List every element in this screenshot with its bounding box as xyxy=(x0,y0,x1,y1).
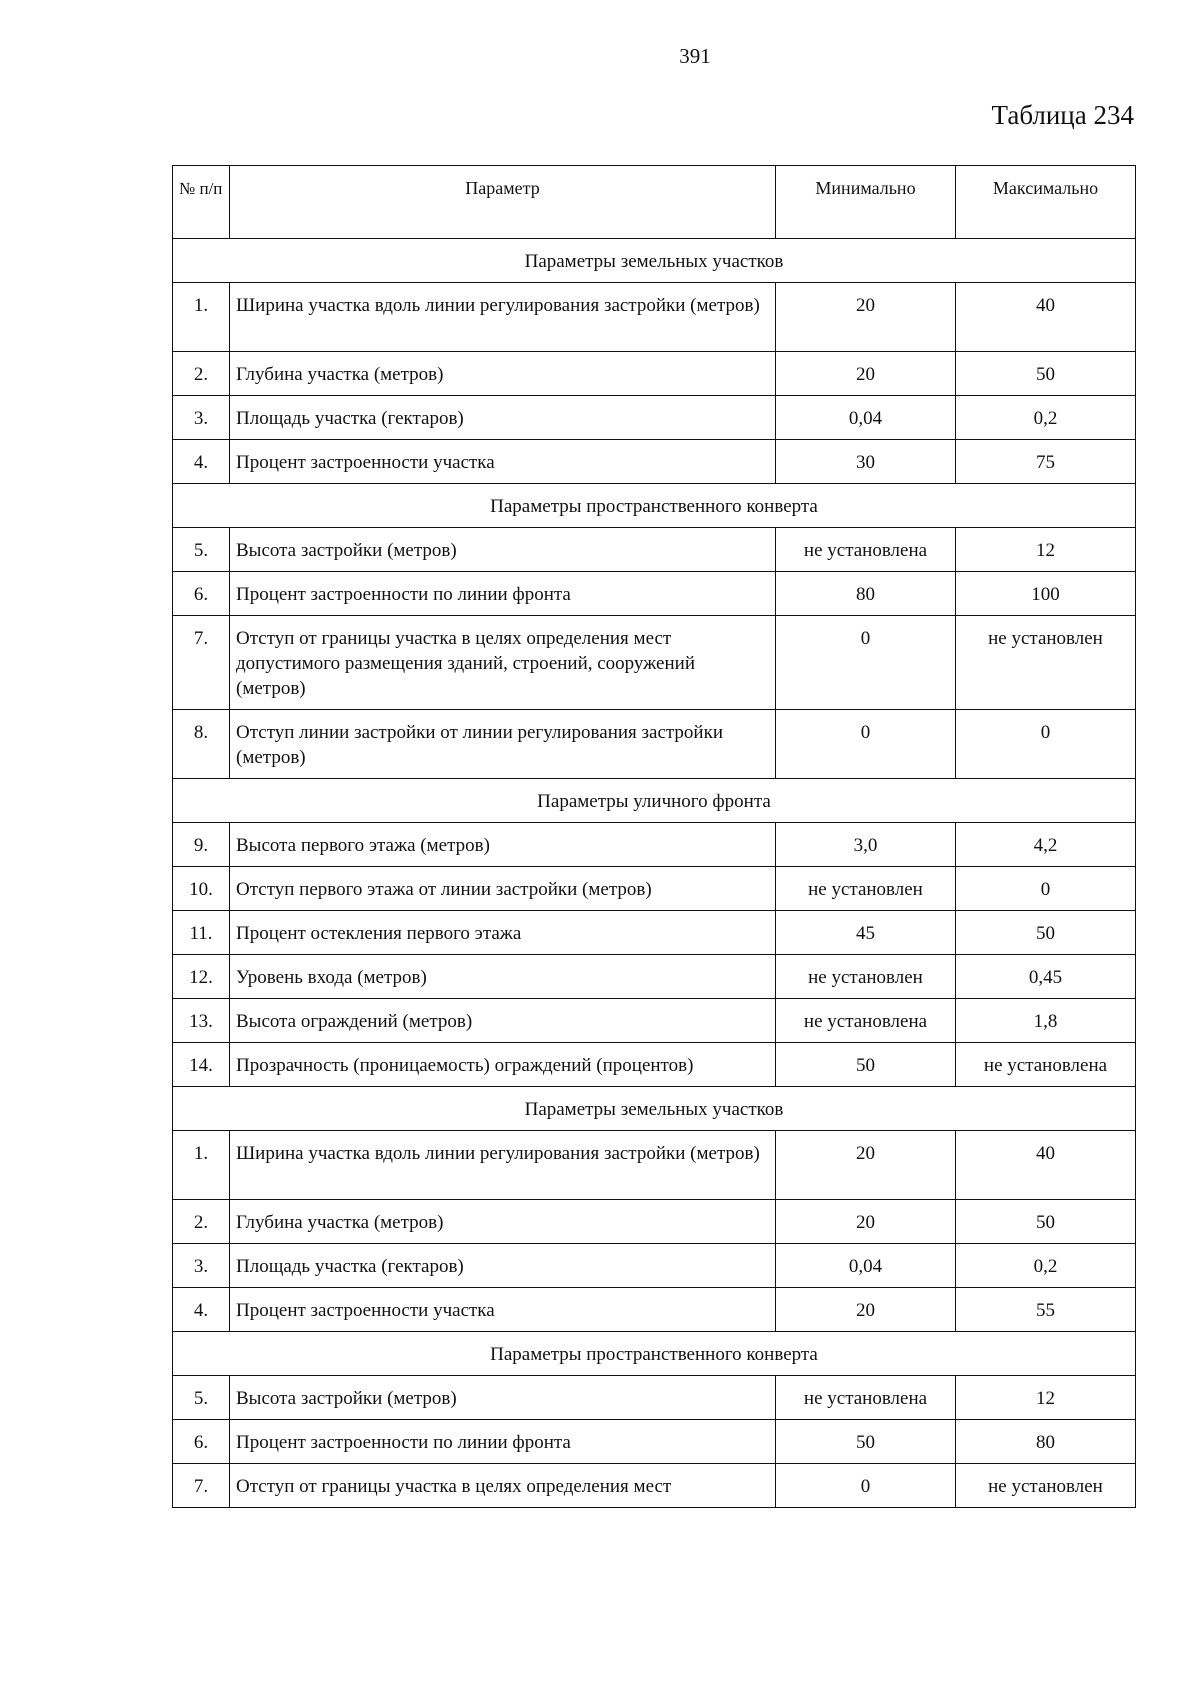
row-number: 6. xyxy=(173,572,230,616)
row-minimum: 20 xyxy=(776,1200,956,1244)
table-row xyxy=(173,999,1136,1043)
row-minimum: не установлена xyxy=(776,528,956,572)
row-maximum: 0,2 xyxy=(956,396,1136,440)
table-row xyxy=(173,955,1136,999)
table-row xyxy=(173,710,1136,779)
row-maximum: 55 xyxy=(956,1288,1136,1332)
row-number: 4. xyxy=(173,440,230,484)
section-row xyxy=(173,239,1136,283)
row-minimum: 20 xyxy=(776,1131,956,1200)
page-number: 391 xyxy=(679,44,711,68)
row-number: 10. xyxy=(173,867,230,911)
row-minimum: 50 xyxy=(776,1420,956,1464)
row-parameter: Процент застроенности участка xyxy=(230,1288,776,1332)
table-row xyxy=(173,396,1136,440)
table-row xyxy=(173,1244,1136,1288)
row-parameter: Процент застроенности участка xyxy=(230,440,776,484)
row-maximum: не установлен xyxy=(956,616,1136,710)
row-parameter: Отступ линии застройки от линии регулирования застройки (метров) xyxy=(230,710,776,779)
row-parameter: Площадь участка (гектаров) xyxy=(230,1244,776,1288)
table-row xyxy=(173,911,1136,955)
row-minimum: не установлен xyxy=(776,955,956,999)
row-minimum: 0 xyxy=(776,1464,956,1508)
row-maximum: 0 xyxy=(956,710,1136,779)
row-maximum: 4,2 xyxy=(956,823,1136,867)
row-minimum: 20 xyxy=(776,1288,956,1332)
row-number: 14. xyxy=(173,1043,230,1087)
row-parameter: Высота застройки (метров) xyxy=(230,1376,776,1420)
table-row xyxy=(173,616,1136,710)
section-title: Параметры земельных участков xyxy=(173,1087,1136,1131)
header-parameter: Параметр xyxy=(230,166,776,239)
row-maximum: 50 xyxy=(956,911,1136,955)
row-parameter: Прозрачность (проницаемость) ограждений (процентов) xyxy=(230,1043,776,1087)
section-title: Параметры пространственного конверта xyxy=(173,1332,1136,1376)
row-parameter: Площадь участка (гектаров) xyxy=(230,396,776,440)
table-row xyxy=(173,823,1136,867)
row-parameter: Уровень входа (метров) xyxy=(230,955,776,999)
row-parameter: Процент застроенности по линии фронта xyxy=(230,1420,776,1464)
row-maximum: 50 xyxy=(956,352,1136,396)
table-body xyxy=(173,239,1136,1508)
section-title: Параметры уличного фронта xyxy=(173,779,1136,823)
row-parameter: Отступ от границы участка в целях определения мест xyxy=(230,1464,776,1508)
row-parameter: Отступ от границы участка в целях определения мест допустимого размещения зданий, строений, сооружений (метров) xyxy=(230,616,776,710)
row-number: 5. xyxy=(173,1376,230,1420)
row-minimum: не установлена xyxy=(776,999,956,1043)
row-minimum: 0 xyxy=(776,710,956,779)
row-number: 4. xyxy=(173,1288,230,1332)
row-minimum: 20 xyxy=(776,283,956,352)
row-number: 1. xyxy=(173,1131,230,1200)
row-number: 2. xyxy=(173,1200,230,1244)
row-minimum: 50 xyxy=(776,1043,956,1087)
table-row xyxy=(173,440,1136,484)
row-minimum: 20 xyxy=(776,352,956,396)
row-parameter: Отступ первого этажа от линии застройки (метров) xyxy=(230,867,776,911)
row-minimum: 0 xyxy=(776,616,956,710)
row-number: 12. xyxy=(173,955,230,999)
row-number: 7. xyxy=(173,1464,230,1508)
row-maximum: 0 xyxy=(956,867,1136,911)
row-number: 5. xyxy=(173,528,230,572)
section-title: Параметры земельных участков xyxy=(173,239,1136,283)
parameters-table xyxy=(172,165,1136,1508)
table-row xyxy=(173,1420,1136,1464)
row-maximum: 40 xyxy=(956,283,1136,352)
table-row xyxy=(173,867,1136,911)
table-row xyxy=(173,1376,1136,1420)
row-maximum: 0,45 xyxy=(956,955,1136,999)
row-number: 13. xyxy=(173,999,230,1043)
row-maximum: 100 xyxy=(956,572,1136,616)
row-minimum: не установлена xyxy=(776,1376,956,1420)
row-number: 7. xyxy=(173,616,230,710)
row-parameter: Ширина участка вдоль линии регулирования застройки (метров) xyxy=(230,1131,776,1200)
table-row xyxy=(173,1200,1136,1244)
table-row xyxy=(173,1464,1136,1508)
table-row xyxy=(173,572,1136,616)
row-parameter: Процент застроенности по линии фронта xyxy=(230,572,776,616)
row-minimum: 0,04 xyxy=(776,1244,956,1288)
row-minimum: 0,04 xyxy=(776,396,956,440)
row-maximum: 50 xyxy=(956,1200,1136,1244)
row-maximum: 75 xyxy=(956,440,1136,484)
row-number: 3. xyxy=(173,1244,230,1288)
section-row xyxy=(173,779,1136,823)
row-minimum: 3,0 xyxy=(776,823,956,867)
section-row xyxy=(173,1087,1136,1131)
row-number: 3. xyxy=(173,396,230,440)
table-row xyxy=(173,1131,1136,1200)
row-maximum: 12 xyxy=(956,528,1136,572)
row-parameter: Глубина участка (метров) xyxy=(230,1200,776,1244)
row-maximum: не установлена xyxy=(956,1043,1136,1087)
section-row xyxy=(173,484,1136,528)
row-number: 9. xyxy=(173,823,230,867)
row-number: 8. xyxy=(173,710,230,779)
table-caption: Таблица 234 xyxy=(991,100,1134,130)
row-parameter: Высота застройки (метров) xyxy=(230,528,776,572)
section-title: Параметры пространственного конверта xyxy=(173,484,1136,528)
row-number: 11. xyxy=(173,911,230,955)
row-maximum: 40 xyxy=(956,1131,1136,1200)
table-row xyxy=(173,1043,1136,1087)
row-parameter: Глубина участка (метров) xyxy=(230,352,776,396)
table-row xyxy=(173,1288,1136,1332)
table-row xyxy=(173,352,1136,396)
row-maximum: не установлен xyxy=(956,1464,1136,1508)
row-minimum: не установлен xyxy=(776,867,956,911)
row-parameter: Высота первого этажа (метров) xyxy=(230,823,776,867)
row-parameter: Высота ограждений (метров) xyxy=(230,999,776,1043)
row-maximum: 12 xyxy=(956,1376,1136,1420)
row-number: 1. xyxy=(173,283,230,352)
table-row xyxy=(173,283,1136,352)
row-number: 2. xyxy=(173,352,230,396)
row-minimum: 80 xyxy=(776,572,956,616)
table-row xyxy=(173,528,1136,572)
row-maximum: 0,2 xyxy=(956,1244,1136,1288)
header-number: № п/п xyxy=(173,166,230,239)
row-minimum: 30 xyxy=(776,440,956,484)
row-parameter: Процент остекления первого этажа xyxy=(230,911,776,955)
row-minimum: 45 xyxy=(776,911,956,955)
row-number: 6. xyxy=(173,1420,230,1464)
header-minimum: Минимально xyxy=(776,166,956,239)
header-maximum: Максимально xyxy=(956,166,1136,239)
row-maximum: 80 xyxy=(956,1420,1136,1464)
table-header-row xyxy=(173,166,1136,239)
row-parameter: Ширина участка вдоль линии регулирования застройки (метров) xyxy=(230,283,776,352)
section-row xyxy=(173,1332,1136,1376)
row-maximum: 1,8 xyxy=(956,999,1136,1043)
